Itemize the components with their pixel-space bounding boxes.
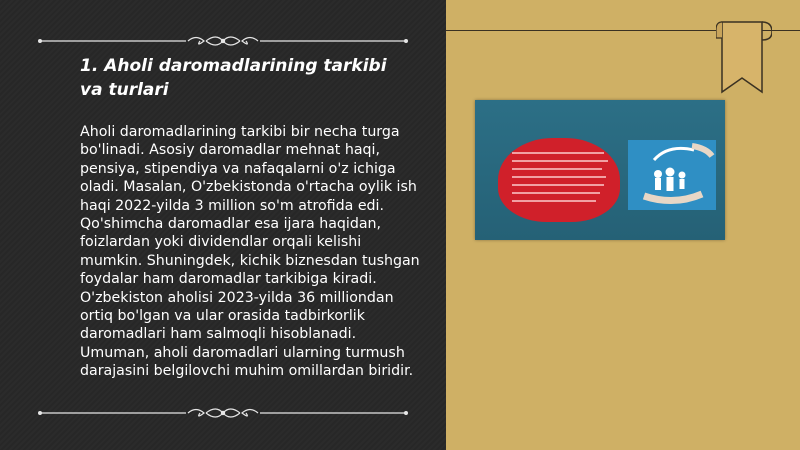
bubble-text-line: [512, 160, 608, 162]
bubble-text-line: [512, 152, 604, 154]
top-ornament-divider: [36, 33, 410, 47]
slide-body-text: Aholi daromadlarining tarkibi bir necha turga bo'linadi. Asosiy daromadlar mehnat haqi, pensiya, stipendiya va nafaqalarni o'z ichiga oladi. Masalan, O'zbekistonda o'rtacha oylik ish haqi 2022-yilda 3 million so'm atrofida edi. Qo'shimcha daromadlar esa ijara haqidan, foizlardan yoki dividendlar orqali kelishi mumkin. Shuningdek, kichik biznesdan tushgan foydalar ham daromadlar tarkibiga kiradi. O'zbekiston aholisi 2023-yilda 36 milliondan ortiq bo'lgan va ular orasida tadbirkorlik daromadlari ham salmoqli hisoblanadi. Umuman, aholi daromadlari ularning turmush darajasini belgilovchi muhim omillardan biridir.: [80, 124, 420, 380]
bookmark-ribbon-icon: [716, 14, 772, 100]
bottom-ornament-divider: [36, 405, 410, 419]
scroll-ornament-icon: [36, 405, 410, 421]
slide-title: 1. Aholi daromadlarining tarkibi va turlari: [80, 56, 387, 100]
bubble-text-line: [512, 192, 600, 194]
bubble-text-line: [512, 176, 606, 178]
scroll-ornament-icon: [36, 33, 410, 49]
bubble-text-line: [512, 200, 596, 202]
bubble-text-line: [512, 168, 602, 170]
family-protection-icon: [628, 140, 716, 210]
red-speech-bubble: [498, 138, 620, 222]
bubble-text-line: [512, 184, 604, 186]
